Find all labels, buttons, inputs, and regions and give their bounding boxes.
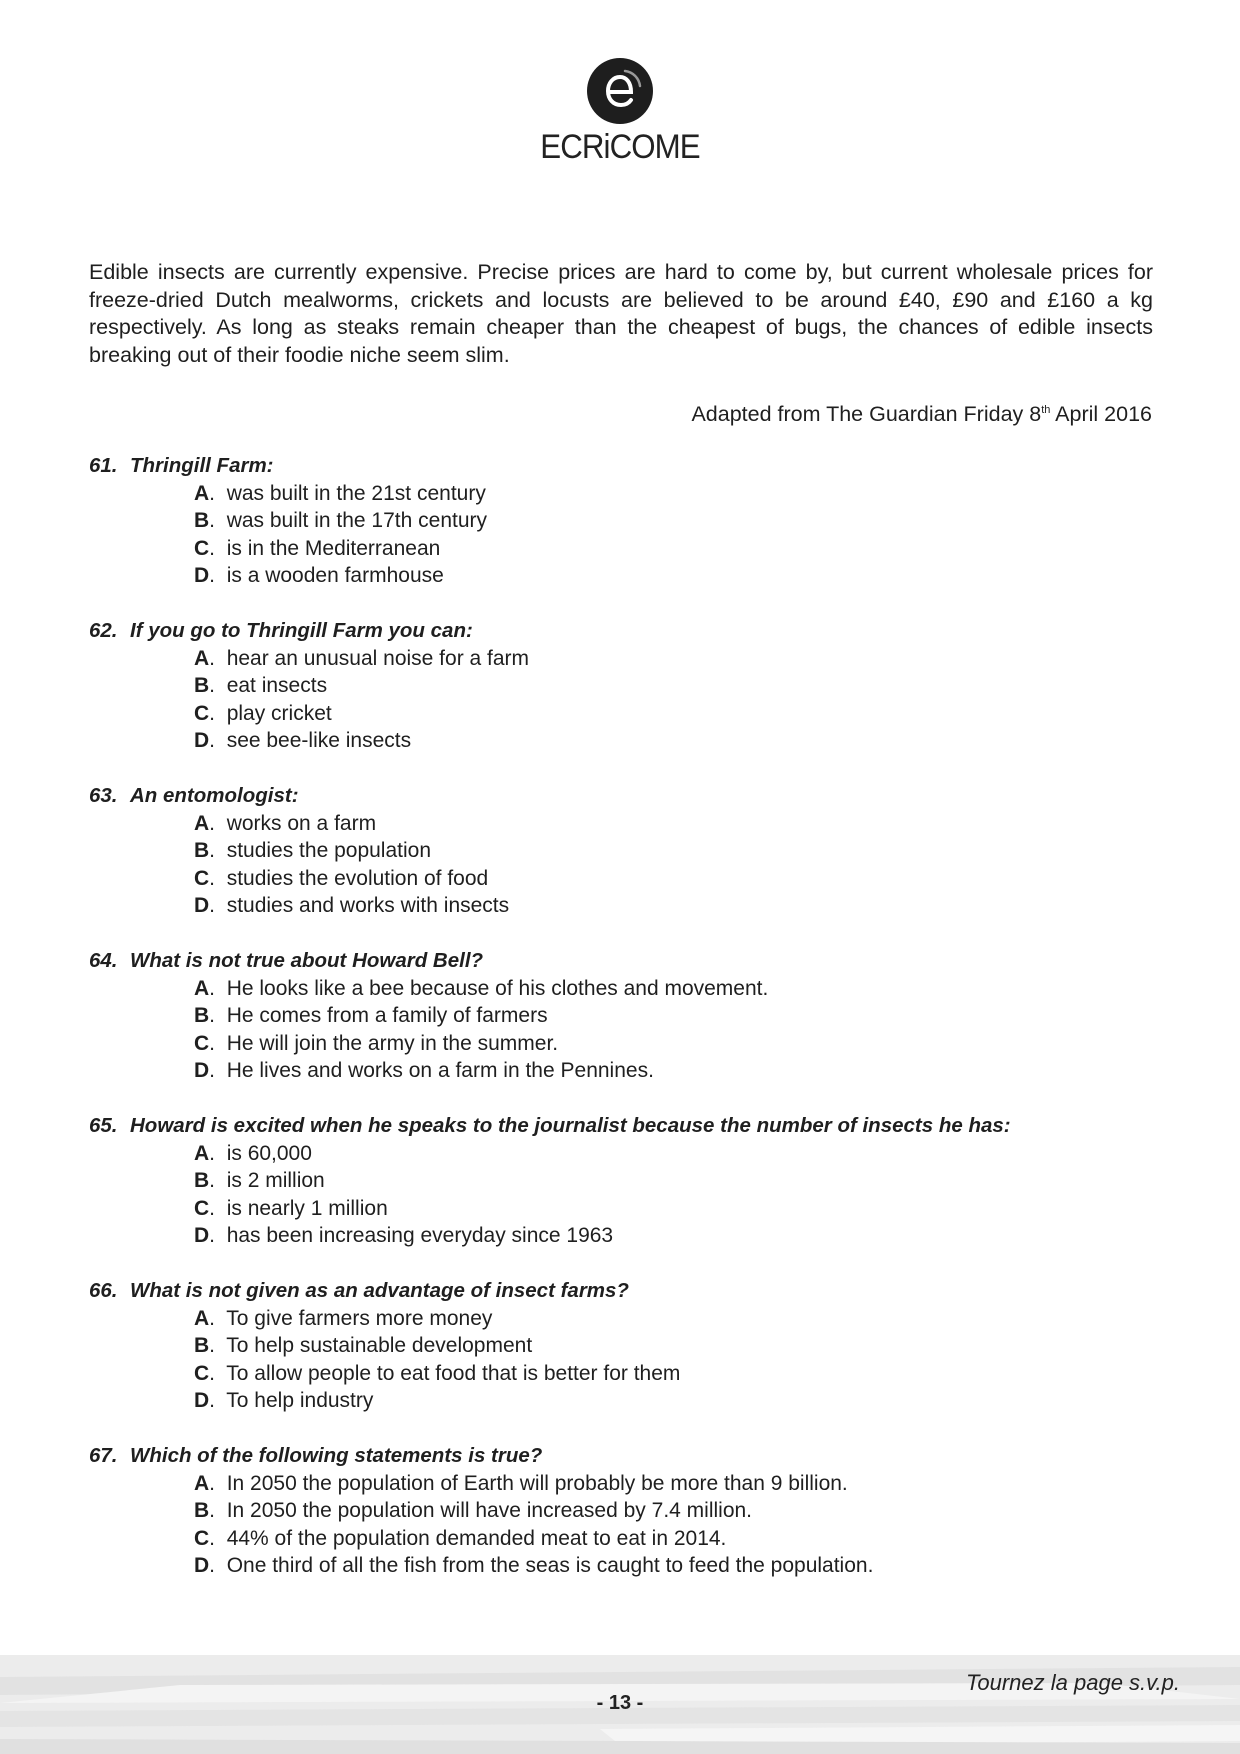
question-number: 64. bbox=[89, 949, 118, 972]
question-number: 62. bbox=[89, 619, 118, 642]
source-text: Adapted from The Guardian Friday 8 bbox=[691, 402, 1042, 427]
option-letter: A bbox=[194, 1141, 210, 1165]
option-b: B. He comes from a family of farmers bbox=[194, 1004, 548, 1027]
question-text: Which of the following statements is true? bbox=[130, 1444, 543, 1467]
option-a: A. To give farmers more money bbox=[194, 1306, 493, 1330]
option-a: A. is 60,000 bbox=[194, 1141, 312, 1165]
option-c: C. To allow people to eat food that is better for them bbox=[194, 1361, 681, 1385]
option-b: B. was built in the 17th century bbox=[194, 509, 488, 532]
option-d: D. studies and works with insects bbox=[194, 894, 510, 917]
option-a: A. He looks like a bee because of his clothes and movement. bbox=[194, 976, 769, 1000]
option-c: C. He will join the army in the summer. bbox=[194, 1031, 559, 1055]
option-c: C. is nearly 1 million bbox=[194, 1196, 388, 1220]
option-b: B. eat insects bbox=[194, 674, 328, 697]
option-letter: D bbox=[194, 1389, 210, 1412]
option-c: C. 44% of the population demanded meat to eat in 2014. bbox=[194, 1526, 727, 1550]
question-63 bbox=[89, 782, 1189, 920]
option-text: is 2 million bbox=[226, 1169, 325, 1192]
option-text: studies the population bbox=[226, 839, 432, 862]
question-text: What is not given as an advantage of insect farms? bbox=[130, 1279, 629, 1302]
option-letter: B bbox=[194, 839, 210, 862]
option-b: B. To help sustainable development bbox=[194, 1334, 533, 1357]
source-date: April 2016 bbox=[1050, 402, 1152, 427]
option-text: studies the evolution of food bbox=[226, 866, 489, 890]
option-text: To help industry bbox=[226, 1389, 374, 1412]
option-text: has been increasing everyday since 1963 bbox=[226, 1224, 614, 1247]
option-b: B. In 2050 the population will have increased by 7.4 million. bbox=[194, 1499, 753, 1522]
option-d: D. has been increasing everyday since 1963 bbox=[194, 1224, 614, 1247]
option-letter: A bbox=[194, 811, 210, 835]
question-title bbox=[89, 1112, 1189, 1140]
option-text: is 60,000 bbox=[226, 1141, 312, 1165]
question-title bbox=[89, 1277, 1189, 1305]
option-letter: A bbox=[194, 1306, 210, 1330]
question-67 bbox=[89, 1442, 1189, 1580]
question-number: 61. bbox=[89, 454, 118, 477]
option-b: B. studies the population bbox=[194, 839, 432, 862]
option-letter: C bbox=[194, 1361, 210, 1385]
option-text: To give farmers more money bbox=[226, 1306, 493, 1330]
option-text: studies and works with insects bbox=[226, 894, 510, 917]
option-letter: C bbox=[194, 866, 210, 890]
option-text: see bee-like insects bbox=[226, 729, 412, 752]
question-title bbox=[89, 452, 1189, 480]
turn-page-note: Tournez la page s.v.p. bbox=[965, 1670, 1180, 1695]
question-number: 66. bbox=[89, 1279, 118, 1302]
question-text: Howard is excited when he speaks to the journalist because the number of insects he has: bbox=[130, 1114, 1011, 1137]
option-text: works on a farm bbox=[226, 811, 377, 835]
option-letter: B bbox=[194, 1499, 210, 1522]
option-letter: C bbox=[194, 701, 210, 725]
option-letter: B bbox=[194, 509, 210, 532]
option-letter: C bbox=[194, 536, 210, 560]
option-text: is a wooden farmhouse bbox=[226, 564, 444, 587]
option-letter: B bbox=[194, 1004, 210, 1027]
question-61 bbox=[89, 452, 1189, 590]
option-text: He comes from a family of farmers bbox=[226, 1004, 548, 1027]
option-letter: A bbox=[194, 481, 210, 505]
option-letter: B bbox=[194, 1334, 210, 1357]
option-text: In 2050 the population of Earth will probably be more than 9 billion. bbox=[226, 1471, 848, 1495]
option-d: D. see bee-like insects bbox=[194, 729, 412, 752]
option-letter: D bbox=[194, 729, 210, 752]
question-66 bbox=[89, 1277, 1189, 1415]
option-c: C. is in the Mediterranean bbox=[194, 536, 441, 560]
source-citation bbox=[691, 397, 1152, 428]
question-text: If you go to Thringill Farm you can: bbox=[130, 619, 473, 642]
option-b: B. is 2 million bbox=[194, 1169, 325, 1192]
option-letter: A bbox=[194, 646, 210, 670]
question-text: What is not true about Howard Bell? bbox=[130, 949, 484, 972]
option-text: is nearly 1 million bbox=[226, 1196, 388, 1220]
option-a: A. works on a farm bbox=[194, 811, 377, 835]
option-letter: C bbox=[194, 1526, 210, 1550]
option-a: A. was built in the 21st century bbox=[194, 481, 486, 505]
option-letter: A bbox=[194, 1471, 210, 1495]
intro-paragraph: Edible insects are currently expensive. Precise prices are hard to come by, but current wholesale prices for freeze-dried Dutch mealworms, crickets and locusts are believed to be around £40, £90 and £160 a kg respectively. As long as steaks remain cheaper than the cheapest of bugs, the chances of edible insects breaking out of their foodie niche seem slim. bbox=[89, 260, 1153, 367]
question-title bbox=[89, 782, 1189, 810]
option-a: A. In 2050 the population of Earth will probably be more than 9 billion. bbox=[194, 1471, 848, 1495]
option-letter: D bbox=[194, 1059, 210, 1082]
question-text: An entomologist: bbox=[130, 784, 299, 807]
question-title bbox=[89, 617, 1189, 645]
logo-wordmark: ECRiCOME bbox=[540, 128, 700, 166]
option-text: was built in the 17th century bbox=[226, 509, 488, 532]
option-text: He looks like a bee because of his clothes and movement. bbox=[226, 976, 769, 1000]
option-text: He will join the army in the summer. bbox=[226, 1031, 559, 1055]
option-d: D. He lives and works on a farm in the Pennines. bbox=[194, 1059, 654, 1082]
option-text: eat insects bbox=[226, 674, 328, 697]
option-letter: C bbox=[194, 1196, 210, 1220]
ecricome-logo bbox=[0, 58, 1240, 167]
option-text: was built in the 21st century bbox=[226, 481, 486, 505]
option-text: is in the Mediterranean bbox=[226, 536, 441, 560]
question-list bbox=[89, 452, 1189, 1607]
question-65 bbox=[89, 1112, 1189, 1250]
question-title bbox=[89, 1442, 1189, 1470]
question-text: Thringill Farm: bbox=[130, 454, 274, 477]
option-c: C. studies the evolution of food bbox=[194, 866, 489, 890]
option-letter: D bbox=[194, 1554, 210, 1577]
option-text: He lives and works on a farm in the Pennines. bbox=[226, 1059, 654, 1082]
ecricome-logo-icon bbox=[587, 58, 653, 124]
question-number: 65. bbox=[89, 1114, 118, 1137]
option-letter: C bbox=[194, 1031, 210, 1055]
option-letter: A bbox=[194, 976, 210, 1000]
option-text: One third of all the fish from the seas is caught to feed the population. bbox=[226, 1554, 874, 1577]
option-c: C. play cricket bbox=[194, 701, 332, 725]
option-letter: D bbox=[194, 1224, 210, 1247]
page-number: - 13 - bbox=[596, 1692, 644, 1714]
source-sup: th bbox=[1041, 404, 1051, 416]
option-d: D. One third of all the fish from the seas is caught to feed the population. bbox=[194, 1554, 874, 1577]
option-a: A. hear an unusual noise for a farm bbox=[194, 646, 530, 670]
option-letter: B bbox=[194, 674, 210, 697]
option-text: To help sustainable development bbox=[226, 1334, 533, 1357]
question-62 bbox=[89, 617, 1189, 755]
option-d: D. To help industry bbox=[194, 1389, 374, 1412]
option-text: 44% of the population demanded meat to eat in 2014. bbox=[226, 1526, 727, 1550]
option-d: D. is a wooden farmhouse bbox=[194, 564, 444, 587]
option-letter: D bbox=[194, 894, 210, 917]
option-text: hear an unusual noise for a farm bbox=[226, 646, 530, 670]
option-text: In 2050 the population will have increased by 7.4 million. bbox=[226, 1499, 753, 1522]
question-64 bbox=[89, 947, 1189, 1085]
option-text: play cricket bbox=[226, 701, 332, 725]
question-number: 67. bbox=[89, 1444, 118, 1467]
question-title bbox=[89, 947, 1189, 975]
option-letter: D bbox=[194, 564, 210, 587]
question-number: 63. bbox=[89, 784, 118, 807]
option-text: To allow people to eat food that is better for them bbox=[226, 1361, 681, 1385]
option-letter: B bbox=[194, 1169, 210, 1192]
